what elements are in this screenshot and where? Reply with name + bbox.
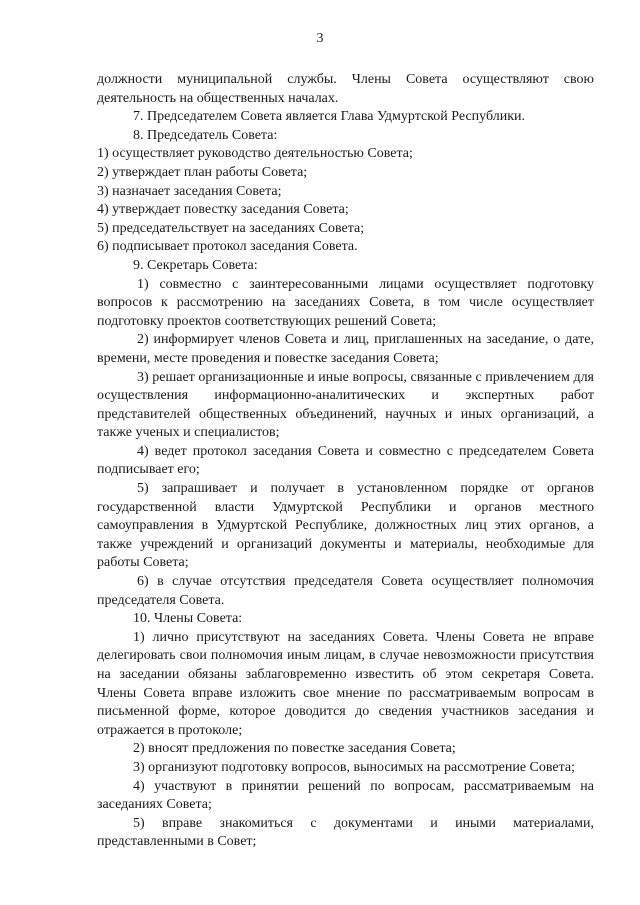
paragraph: 2) информирует членов Совета и лиц, приглашенных на заседание, о дате, времени, месте проведения и повестке заседания Совета; bbox=[97, 332, 594, 366]
paragraph: 6) в случае отсутствия председателя Совета осуществляет полномочия председателя Совета. bbox=[97, 574, 594, 608]
paragraph: 3) решает организационные и иные вопросы, связанные с привлечением для осуществления информационно-аналитических и экспертных работ представителей общественных объединений, научных и иных организаций, а также ученых и специалистов; bbox=[97, 369, 594, 441]
paragraph: должности муниципальной службы. Члены Совета осуществляют свою деятельность на общественных началах. bbox=[97, 72, 594, 106]
paragraph: 1) совместно с заинтересованными лицами осуществляет подготовку вопросов к рассмотрению на заседаниях Совета, в том числе осуществляет подготовку проектов соответствующих решений Совета; bbox=[97, 276, 594, 329]
paragraph: 6) подписывает протокол заседания Совета. bbox=[97, 239, 358, 255]
paragraph: 1) осуществляет руководство деятельностью Совета; bbox=[97, 146, 413, 162]
paragraph: 4) утверждает повестку заседания Совета; bbox=[97, 202, 349, 218]
paragraph: 2) вносят предложения по повестке заседания Совета; bbox=[133, 741, 456, 757]
paragraph: 8. Председатель Совета: bbox=[133, 127, 278, 143]
paragraph: 3) организуют подготовку вопросов, выносимых на рассмотрение Совета; bbox=[133, 759, 576, 775]
paragraph: 2) утверждает план работы Совета; bbox=[97, 164, 308, 180]
document-body bbox=[97, 71, 594, 852]
paragraph: 3) назначает заседания Совета; bbox=[97, 183, 282, 199]
paragraph: 10. Члены Совета: bbox=[133, 611, 243, 627]
paragraph: 1) лично присутствуют на заседаниях Совета. Члены Совета не вправе делегировать свои полномочия иным лицам, в случае невозможности присутствия на заседании обязаны заблаговременно известить об этом секретаря Совета. Члены Совета вправе изложить свое мнение по рассматриваемым вопросам в письменной форме, которое доводится до сведения участников заседания и отражается в протоколе; bbox=[97, 629, 594, 738]
paragraph: 5) председательствует на заседаниях Совета; bbox=[97, 220, 365, 236]
paragraph: 5) вправе знакомиться с документами и иными материалами, представленными в Совет; bbox=[97, 815, 594, 850]
paragraph: 4) ведет протокол заседания Совета и совместно с председателем Совета подписывает его; bbox=[97, 443, 594, 478]
paragraph: 4) участвуют в принятии решений по вопросам, рассматриваемым на заседаниях Совета; bbox=[97, 778, 594, 813]
paragraph: 5) запрашивает и получает в установленном порядке от органов государственной власти Удмуртской Республики и органов местного самоуправления в Удмуртской Республике, должностных лиц этих органов, а также учреждений и организаций документы и материалы, необходимые для работы Совета; bbox=[97, 481, 594, 571]
paragraph: 9. Секретарь Совета: bbox=[133, 257, 258, 273]
page-number: 3 bbox=[316, 31, 324, 46]
paragraph: 7. Председателем Совета является Глава Удмуртской Республики. bbox=[133, 109, 526, 125]
